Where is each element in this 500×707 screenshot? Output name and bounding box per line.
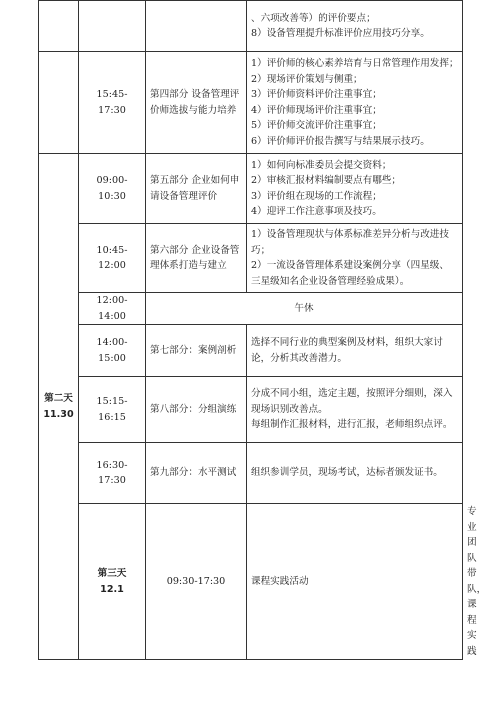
content-line: 、六项改善等）的评价要点； <box>251 12 376 24</box>
part-title: 第四部分 设备管理评价师选拔与能力培养 <box>150 89 240 116</box>
part-title: 第六部分 企业设备管理体系打造与建立 <box>150 244 240 271</box>
part-title: 第五部分 企业如何申请设备管理评价 <box>150 175 240 202</box>
table-row <box>39 443 463 504</box>
content-cell <box>247 377 463 443</box>
table-row <box>39 325 463 377</box>
table-row <box>39 52 463 154</box>
time-cell: 16:30-17:30 <box>79 443 146 504</box>
content-line: 1）评价师的核心素养培育与日常管理作用发挥； <box>251 58 459 69</box>
time-cell: 10:45-12:00 <box>79 224 146 293</box>
content-cell <box>247 224 463 293</box>
part-cell: 第八部分：分组演练 <box>146 377 247 443</box>
content-line: 1）设备管理现状与体系标准差异分析与改进技巧； <box>251 229 449 256</box>
content-line: 分成不同小组，选定主题，按照评分细则，深入现场识别改善点。 <box>251 388 453 415</box>
day-cell <box>39 52 79 154</box>
time-cell: 15:45-17:30 <box>79 52 146 154</box>
content-cell <box>247 325 463 377</box>
content-cell <box>247 1 463 52</box>
table-row <box>39 154 463 224</box>
part-cell <box>146 154 247 224</box>
content-line: 每组制作汇报材料，进行汇报，老师组织点评。 <box>251 419 453 431</box>
content-line: 4）迎评工作注意事项及技巧。 <box>251 206 382 217</box>
content-line: 4）评价师现场评价注重事宜； <box>251 104 382 116</box>
content-cell <box>247 154 463 224</box>
content-line: 5）评价师交流评价注重事宜； <box>251 120 382 131</box>
time-cell: 09:30-17:30 <box>146 504 247 660</box>
content-line: 8）设备管理提升标准评价应用技巧分享。 <box>251 28 430 39</box>
day-cell <box>39 1 79 52</box>
day-cell-day2: 第二天 11.30 <box>39 154 79 660</box>
content-line: 1）如何向标准委员会提交资料； <box>251 159 392 171</box>
part-cell <box>146 224 247 293</box>
time-cell: 14:00-15:00 <box>79 325 146 377</box>
time-cell: 09:00-10:30 <box>79 154 146 224</box>
lunch-cell: 午休 <box>146 293 463 325</box>
content-cell <box>247 443 463 504</box>
content-line: 组织参训学员，现场考试，达标者颁发证书。 <box>251 467 443 479</box>
part-cell: 课程实践活动 <box>247 504 463 660</box>
time-cell: 15:15-16:15 <box>79 377 146 443</box>
time-cell <box>79 1 146 52</box>
time-cell: 12:00-14:00 <box>79 293 146 325</box>
part-cell <box>146 1 247 52</box>
content-line: 3）评价师资料评价注重事宜； <box>251 89 382 100</box>
part-cell: 第九部分：水平测试 <box>146 443 247 504</box>
content-line: 2）一流设备管理体系建设案例分享（四星级、三星级知名企业设备管理经验成果）。 <box>251 260 449 287</box>
content-cell <box>247 52 463 154</box>
schedule-sheet <box>38 0 487 660</box>
day-cell-day3: 第三天 12.1 <box>79 504 146 660</box>
table-row <box>39 1 463 52</box>
content-line: 3）评价组在现场的工作流程； <box>251 190 382 202</box>
content-line: 2）审核汇报材料编制要点有哪些； <box>251 175 402 186</box>
table-row <box>39 293 463 325</box>
table-row <box>39 224 463 293</box>
part-cell <box>146 52 247 154</box>
part-cell: 第七部分：案例剖析 <box>146 325 247 377</box>
table-row <box>39 377 463 443</box>
schedule-table <box>38 0 487 660</box>
content-line: 6）评价师评价报告撰写与结果展示技巧。 <box>251 135 430 147</box>
content-line: 选择不同行业的典型案例及材料，组织大家讨论，分析其改善潜力。 <box>251 337 443 364</box>
content-line: 2）现场评价策划与侧重； <box>251 73 363 85</box>
table-row: 第三天 12.1 09:30-17:30 课程实践活动 专业团队带队，课程实践 <box>39 504 463 660</box>
